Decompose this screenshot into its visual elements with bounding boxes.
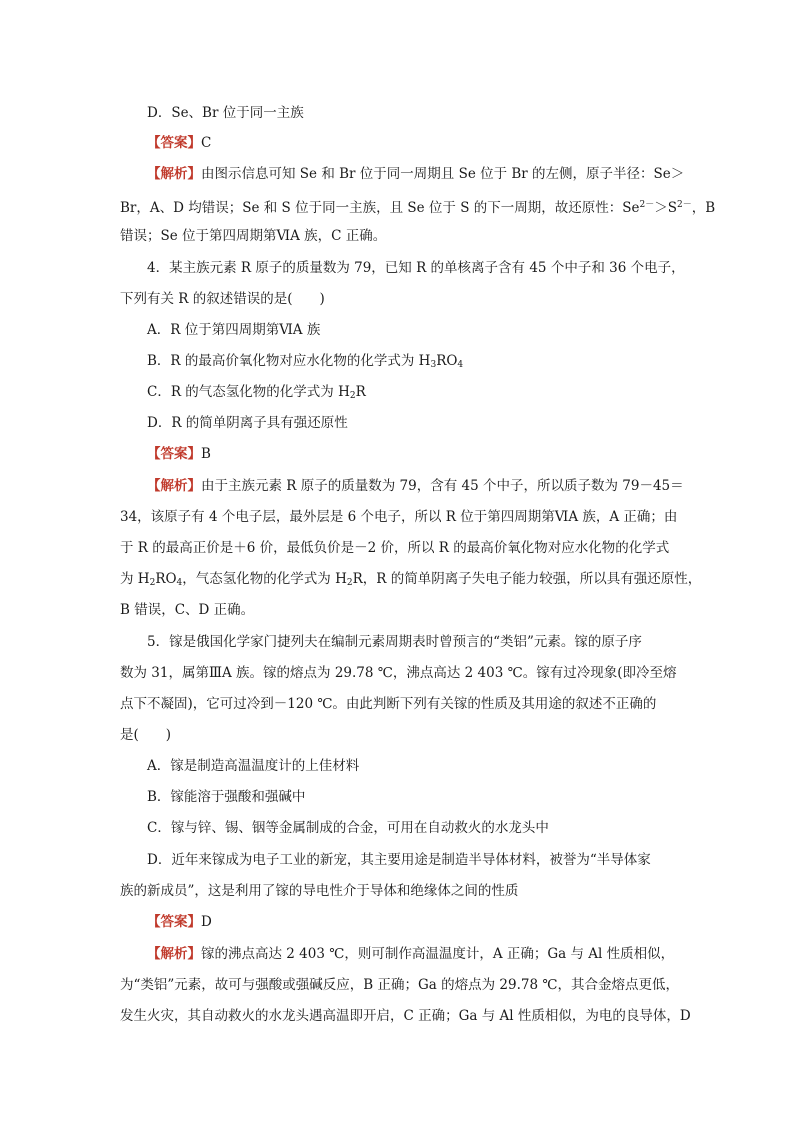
q3-analysis-line-2 [120,195,716,218]
q5-stem-line-3: 点下不凝固)，它可过冷到－120 ℃。由此判断下列有关镓的性质及其用途的叙述不正确的 [120,696,657,712]
text-run: RO [155,571,177,587]
superscript: 2－ [639,200,655,210]
subscript: 4 [176,578,183,588]
q5-option-d-line-2: 族的新成员”，这是利用了镓的导电性介于导体和绝缘体之间的性质 [120,883,519,899]
q4-option-c [147,382,707,406]
text-run: C．R 的气态氢化物的化学式为 H [147,384,350,400]
q4-analysis-line-2: 34，该原子有 4 个电子层，最外层是 6 个电子，所以 R 位于第四周期第ⅥA 族，A 正确；由 [120,509,678,525]
q4-analysis-line-4 [120,569,702,593]
answer-value: B [201,446,211,462]
text-run: R，R 的简单阴离子失电子能力较强，所以具有强还原性， [352,571,702,587]
q4-option-a: A．R 位于第四周期第ⅥA 族 [147,322,321,338]
answer-value: D [201,914,212,930]
text-run: ，气态氢化物的化学式为 H [182,571,347,587]
q4-analysis-line-1 [147,476,707,496]
q3-answer [147,133,707,153]
q5-analysis-line-1 [147,944,707,964]
q5-stem-line-2: 数为 31，属第ⅢA 族。镓的熔点为 29.78 ℃，沸点高达 2 403 ℃。镓有过冷现象(即冷至熔 [120,665,677,681]
q3-option-d: D．Se、Br 位于同一主族 [147,105,304,121]
q4-option-b [147,351,707,375]
analysis-text: 由于主族元素 R 原子的质量数为 79，含有 45 个中子，所以质子数为 79－45＝ [201,478,684,494]
text-run: R [355,384,366,400]
superscript: 2－ [676,200,692,210]
answer-value: C [201,135,212,151]
subscript: 2 [349,391,356,401]
analysis-tag: 【解析】 [147,478,201,494]
q4-answer [147,444,707,464]
analysis-text: 镓的沸点高达 2 403 ℃，则可制作高温温度计，A 正确；Ga 与 Al 性质相似， [201,946,675,962]
q5-answer [147,912,707,932]
text-run: ，B [691,200,716,216]
q5-option-c: C．镓与锌、锡、铟等金属制成的合金，可用在自动救火的水龙头中 [147,820,549,836]
text-run: B．R 的最高价氧化物对应水化物的化学式为 H [147,353,431,369]
text-run: 为 H [120,571,150,587]
q4-stem-line-1: 4．某主族元素 R 原子的质量数为 79，已知 R 的单核离子含有 45 个中子和 36 个电子， [147,260,685,276]
analysis-tag: 【解析】 [147,946,201,962]
q5-option-b: B．镓能溶于强酸和强碱中 [147,789,306,805]
q5-option-a: A．镓是制造高温温度计的上佳材料 [147,758,360,774]
analysis-text: 由图示信息可知 Se 和 Br 位于同一周期且 Se 位于 Br 的左侧，原子半径：Se＞ [201,166,685,182]
subscript: 2 [346,578,353,588]
q3-analysis-line-1 [147,164,707,184]
q5-stem-line-4: 是( ) [120,727,172,743]
text-run: ＞S [654,200,677,216]
q5-analysis-line-3: 发生火灾，其自动救火的水龙头遇高温即开启，C 正确；Ga 与 Al 性质相似，为电的良导体，D [120,1008,691,1024]
q4-stem-line-2: 下列有关 R 的叙述错误的是( ) [120,291,325,307]
q5-analysis-line-2: 为“类铝”元素，故可与强酸或强碱反应，B 正确；Ga 的熔点为 29.78 ℃，其合金熔点更低， [120,977,679,993]
subscript: 3 [430,360,437,370]
text-run: Br，A、D 均错误；Se 和 S 位于同一主族，且 Se 位于 S 的下一周期，故还原性：Se [120,200,640,216]
q4-analysis-line-3: 于 R 的最高正价是＋6 价，最低负价是－2 价，所以 R 的最高价氧化物对应水化物的化学式 [120,540,670,556]
q5-stem-line-1: 5．镓是俄国化学家门捷列夫在编制元素周期表时曾预言的“类铝”元素。镓的原子序 [147,634,642,650]
analysis-tag: 【解析】 [147,166,201,182]
q3-analysis-line-3: 错误；Se 位于第四周期第ⅥA 族，C 正确。 [120,228,387,244]
answer-tag: 【答案】 [147,914,201,930]
text-run: RO [436,353,458,369]
answer-tag: 【答案】 [147,446,201,462]
q4-option-d: D．R 的简单阴离子具有强还原性 [147,415,348,431]
q4-analysis-line-5: B 错误，C、D 正确。 [120,602,255,618]
answer-tag: 【答案】 [147,135,201,151]
subscript: 4 [457,360,464,370]
q5-option-d-line-1: D．近年来镓成为电子工业的新宠，其主要用途是制造半导体材料，被誉为“半导体家 [147,852,651,868]
subscript: 2 [149,578,156,588]
